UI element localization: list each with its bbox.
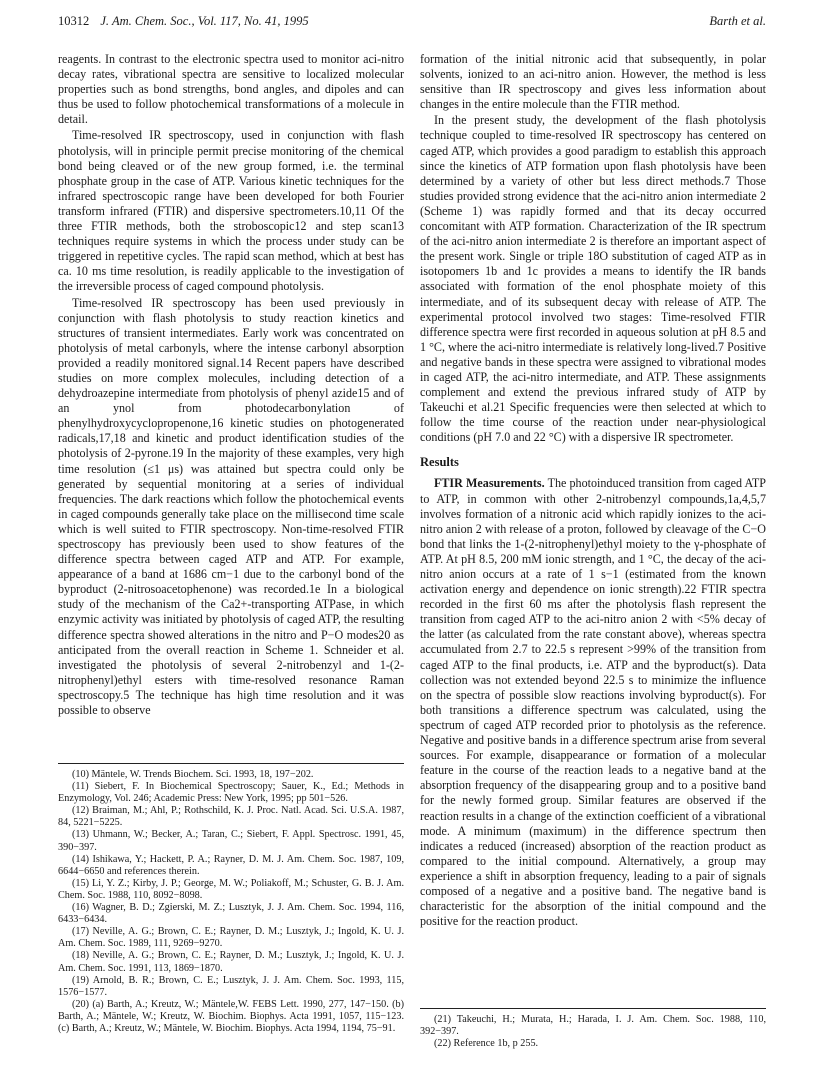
paragraph: formation of the initial nitronic acid that subsequently, in polar solvents, ionized to an aci-nitro anion. However, the method is less sensitive than IR spectroscopy and gives less information about changes in the entire molecule than the FTIR method.	[420, 52, 766, 112]
reference-item: (16) Wagner, B. D.; Zgierski, M. Z.; Lusztyk, J. J. Am. Chem. Soc. 1994, 116, 6433−6434.	[58, 902, 404, 926]
reference-item: (12) Braiman, M.; Ahl, P.; Rothschild, K. J. Proc. Natl. Acad. Sci. U.S.A. 1987, 84, 5221−5225.	[58, 805, 404, 829]
paragraph: reagents. In contrast to the electronic spectra used to monitor aci-nitro decay rates, vibrational spectra are sensitive to localized molecular properties such as bond strengths, bond angles, and dipoles and can thus be used to follow photochemical transformations of a molecule in detail.	[58, 52, 404, 127]
page-number: 10312	[58, 14, 90, 28]
reference-item: (22) Reference 1b, p 255.	[434, 1038, 539, 1050]
reference-item: (11) Siebert, F. In Biochemical Spectroscopy; Sauer, K., Ed.; Methods in Enzymology, Vol. 246; Academic Press: New York, 1995; pp 501−526.	[58, 781, 404, 805]
reference-item: (17) Neville, A. G.; Brown, C. E.; Rayner, D. M.; Lusztyk, J.; Ingold, K. U. J. Am. Chem. Soc. 1989, 111, 9269−9270.	[58, 926, 404, 950]
reference-item: (14) Ishikawa, Y.; Hackett, P. A.; Rayner, D. M. J. Am. Chem. Soc. 1987, 109, 6644−6650 and references therein.	[58, 853, 404, 877]
footnote-references-right	[420, 1008, 766, 1050]
reference-item: (20) (a) Barth, A.; Kreutz, W.; Mäntele,W. FEBS Lett. 1990, 277, 147−150. (b) Barth, A.; Mäntele, W.; Kreutz, W. Biochim. Biophys. Acta 1991, 1057, 115−123. (c) Barth, A.; Kreutz, W.; Mäntele, W. Biochim. Biophys. Acta 1994, 1194, 75−91.	[58, 998, 404, 1034]
paragraph: Time-resolved IR spectroscopy has been used previously in conjunction with flash photolysis to study reaction kinetics and structures of transient intermediates. Early work was concentrated on photolysis of metal carbonyls, where the intense carbonyl absorption provided a readily monitored signal.14 Recent papers have described studies on more complex molecules, including detection of a dehydroazepine intermediate from photolysis of phenyl azide15 and of an ynol from photodecarbonylation of phenylhydroxycyclopropenone,16 kinetic studies on photogenerated radicals,17,18 and kinetic and product identification studies of the photolysis of 2-pyrone.19 In the majority of these examples, very high time resolution (≤1 μs) was attained but spectra could only be generated by sequential monitoring at a series of individual frequencies. The dark reactions which follow the photochemical events in caged compounds generally take place on the millisecond time scale which is well suited to FTIR spectroscopy. Non-time-resolved FTIR spectroscopy has previously been used to show features of the difference spectra between caged ATP and ATP. For example, appearance of a band at 1686 cm−1 due to the carbonyl bond of the byproduct (2-nitrosoacetophenone) was recorded.1e In a biological study of the mechanism of the Ca2+-transporting ATPase, in which enzymic activity was initiated by photolysis of caged ATP, the resulting difference spectra showed alterations in the nitro and P−O modes20 as anticipated from the overall reaction in Scheme 1. Schneider et al. investigated the photolysis of several 2-nitrobenzyl and 1-(2-nitrophenyl)ethyl esters with time-resolved resonance Raman spectroscopy.5 The technique has high time resolution and it was possible to observe	[58, 295, 404, 718]
footnote-references-left	[58, 763, 404, 1035]
reference-item: (19) Arnold, B. R.; Brown, C. E.; Lusztyk, J. J. Am. Chem. Soc. 1993, 115, 1576−1577.	[58, 974, 404, 998]
running-header	[58, 14, 766, 32]
running-author: Barth et al.	[709, 14, 766, 28]
left-column	[58, 52, 404, 1035]
ftir-text: The photoinduced transition from caged ATP to ATP, in common with other 2-nitrobenzyl compounds,1a,4,5,7 involves formation of a nitronic acid which rapidly ionizes to the aci-nitro anion 2 with release of a proton, followed by cleavage of the C−O bond that links the 1-(2-nitrophenyl)ethyl moiety to the γ-phosphate of ATP. At pH 8.5, 200 mM ionic strength, and 1 °C, the decay of the aci-nitro anion occurs at a rate of 1 s−1 (estimated from the known activation energy and dependence on ionic strength).22 FTIR spectra recorded in the first 60 ms after the photolysis flash represent the transition from caged ATP to the aci-nitro anion 2 with <5% decay of the latter (as calculated from the rate constant above), whereas spectra accumulated from 2.7 to 22.5 s represent >99% of the transition from caged ATP to the final products, i.e. ATP and the byproduct(s). Data collection was not extended beyond 22.5 s to minimize the influence on the spectra of possible slow reactions involving byproduct(s). For both transitions a difference spectrum was calculated, using the spectrum of caged ATP recorded prior to photolysis as the reference. Negative and positive bands in a difference spectrum arise from several sources. For example, disappearance or formation of a molecular feature in the course of the reaction leads to a negative band at the absorption frequency of the disappearing group and to a positive band for the newly formed group. Similar features are observed if the reaction results in a change of the extinction coefficient of a vibrational mode. A minimum (maximum) in the difference spectrum then indicates a reduced (increased) absorption of the reaction product as compared to the initial compound. Alternatively, a group may experience a shift in absorption frequency, leading to a pair of signals composed of a negative and a positive band. The negative band is characteristic for the absorption of the initial compound and the positive for the reaction product.	[420, 476, 766, 929]
reference-item: (10) Mäntele, W. Trends Biochem. Sci. 1993, 18, 197−202.	[72, 769, 314, 780]
reference-item: (15) Li, Y. Z.; Kirby, J. P.; George, M. W.; Poliakoff, M.; Schuster, G. B. J. Am. Chem. Soc. 1988, 110, 8092−8098.	[58, 877, 404, 901]
reference-item: (21) Takeuchi, H.; Murata, H.; Harada, I. J. Am. Chem. Soc. 1988, 110, 392−397.	[420, 1014, 766, 1038]
paragraph-ftir	[420, 476, 766, 929]
right-column	[420, 52, 766, 1050]
section-heading-results: Results	[420, 455, 459, 470]
right-body-text	[420, 52, 766, 1002]
left-body-text	[58, 52, 404, 759]
paragraph: In the present study, the development of the flash photolysis technique coupled to time-resolved IR spectroscopy has centered on caged ATP, which provides a good paradigm to establish this approach since the kinetics of ATP formation upon flash photolysis have been determined by a variety of other but less direct methods.7 Those studies provided strong evidence that the aci-nitro anion intermediate 2 (Scheme 1) was rapidly formed and that its decay occurred concomitant with ATP formation. Characterization of the IR spectrum of the aci-nitro anion intermediate 2 is therefore an important aspect of the present work. Single or triple 18O substitution of caged ATP as in isotopomers 1b and 1c provides a means to identify the IR bands associated with formation of the enol phosphate moiety of this intermediate, and of its subsequent decay with release of ATP. The experimental protocol involved two stages: Time-resolved FTIR difference spectra were first recorded in aqueous solution at pH 8.5 and 1 °C, where the aci-nitro intermediate is relatively long-lived.7 Positive and negative bands in these spectra were assigned to vibrational modes in caged ATP, the aci-nitro intermediate, and ATP. These assignments complement and extend the previous infrared study of ATP by Takeuchi et al.21 Specific frequencies were then selected at which to follow the time course of the reaction under near-physiological conditions (pH 7.0 and 22 °C) with a dispersive IR spectrometer.	[420, 113, 766, 445]
journal-citation: J. Am. Chem. Soc., Vol. 117, No. 41, 1995	[100, 14, 309, 28]
reference-item: (18) Neville, A. G.; Brown, C. E.; Rayner, D. M.; Lusztyk, J.; Ingold, K. U. J. Am. Chem. Soc. 1991, 113, 1869−1870.	[58, 950, 404, 974]
subsection-heading-ftir: FTIR Measurements.	[434, 476, 545, 491]
reference-item: (13) Uhmann, W.; Becker, A.; Taran, C.; Siebert, F. Appl. Spectrosc. 1991, 45, 390−397.	[58, 829, 404, 853]
paragraph: Time-resolved IR spectroscopy, used in conjunction with flash photolysis, will in principle permit precise monitoring of the chemical bond being cleaved or of the new group formed, i.e. the terminal phosphate group in the case of ATP. Various kinetic techniques for the infrared spectroscopic range have been developed for both Fourier transform infrared (FTIR) and dispersive spectrometers.10,11 Of the three FTIR methods, both the stroboscopic12 and step scan13 techniques require systems in which the process under study can be triggered in repetitive cycles. The rapid scan method, which at best has ca. 10 ms time resolution, is readily applicable to the investigation of the irreversible process of caged compound photolysis.	[58, 128, 404, 294]
